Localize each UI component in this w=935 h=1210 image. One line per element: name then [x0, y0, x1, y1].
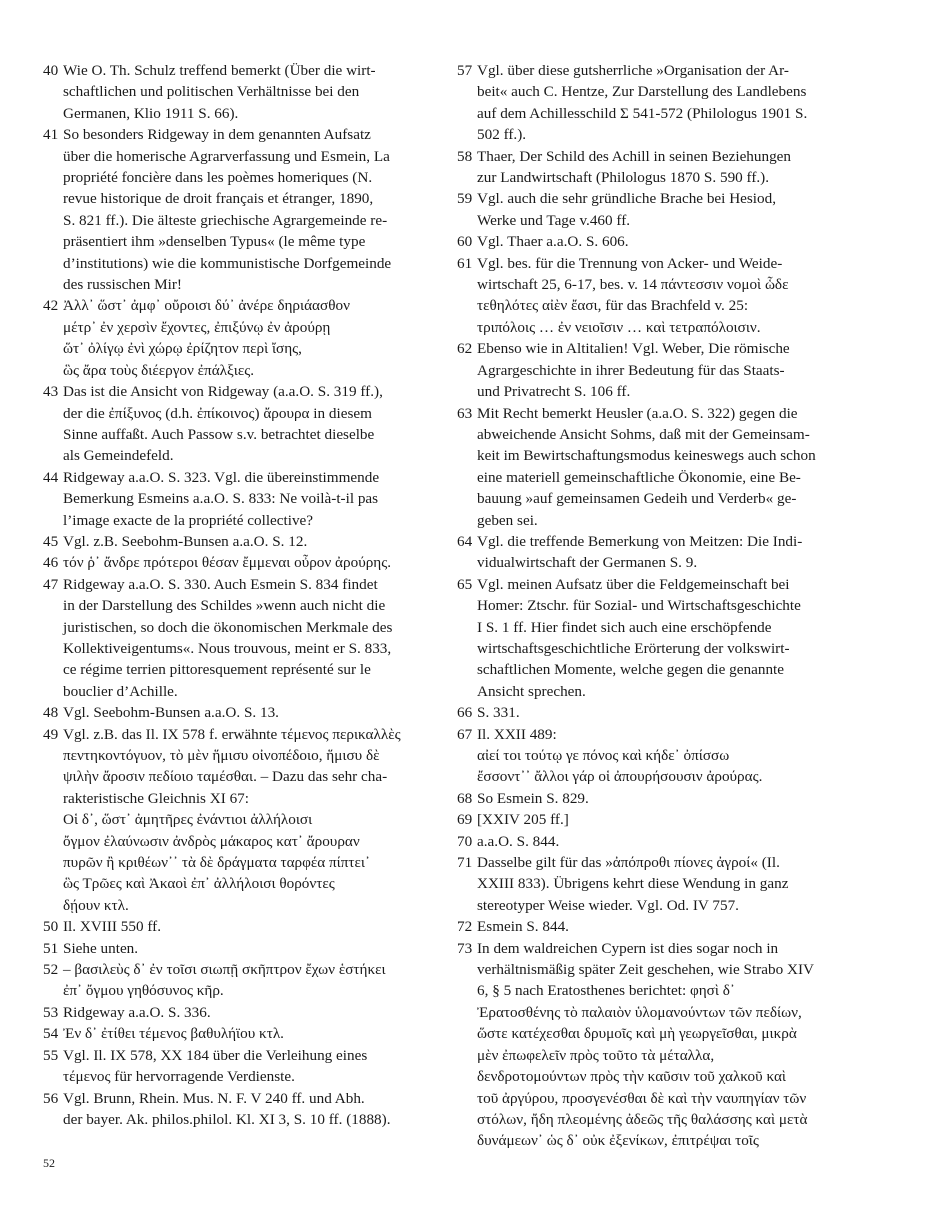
footnote-line: abweichende Ansicht Sohms, daß mit der Gemeinsam- [477, 425, 810, 443]
footnote-72 [457, 916, 837, 937]
footnote-line: a.a.O. S. 844. [477, 832, 560, 850]
footnote-line: Dasselbe gilt für das »ἀπόπροθι πίονες ἀγροί« (Il. [477, 854, 780, 872]
footnote-line: δενδροτομούντων πρὸς τὴν καῦσιν τοῦ χαλκοῦ καὶ [477, 1068, 787, 1086]
footnote-line: τόν ῥ᾽ ἄνδρε πρότεροι θέσαν ἔμμεναι οὖρον ἀρούρης. [63, 554, 392, 572]
footnote-line: ὣς Τρῶες καὶ Ἀκαοὶ ἐπ᾽ ἀλλήλοισι θορόντες [63, 875, 335, 893]
footnote-number: 44 [43, 468, 59, 486]
footnote-line: πυρῶν ἢ κριθέων᾽᾽ τὰ δὲ δράγματα ταρφέα πίπτει᾽ [63, 854, 371, 872]
footnote-line: rakteristische Gleichnis XI 67: [63, 789, 249, 807]
footnote-line: Ridgeway a.a.O. S. 330. Auch Esmein S. 834 findet [63, 575, 378, 593]
footnote-line: Ebenso wie in Altitalien! Vgl. Weber, Die römische [477, 340, 790, 358]
footnote-number: 60 [457, 233, 473, 251]
footnote-line: I S. 1 ff. Hier findet sich auch eine erschöpfende [477, 618, 772, 636]
footnote-line: der die ἐπίξυνος (d.h. ἐπίκοινος) ἄρουρα in diesem [63, 404, 372, 422]
footnote-line: vidualwirtschaft der Germanen S. 9. [477, 554, 698, 572]
footnote-59 [457, 188, 837, 231]
footnote-number: 56 [43, 1089, 59, 1107]
footnote-line: Vgl. bes. für die Trennung von Acker- und Weide- [477, 254, 783, 272]
footnote-number: 57 [457, 62, 473, 79]
footnote-line: ce régime terrien pittoresquement représenté sur le [63, 661, 371, 679]
footnote-line: Vgl. Brunn, Rhein. Mus. N. F. V 240 ff. und Abh. [63, 1089, 365, 1107]
footnote-line: – βασιλεὺς δ᾽ ἐν τοῖσι σιωπῇ σκῆπτρον ἔχων ἑστήκει [63, 961, 386, 979]
footnote-line: beit« auch C. Hentze, Zur Darstellung des Landlebens [477, 83, 807, 101]
footnote-41 [43, 124, 423, 295]
footnote-64 [457, 531, 837, 574]
footnote-line: Ἐν δ᾽ ἐτίθει τέμενος βαθυλήϊου κτλ. [63, 1025, 284, 1043]
footnote-line: schaftlichen und politischen Verhältnisse bei den [63, 83, 360, 101]
footnote-line: δυνάμεων᾽ ὡς δ᾽ οὐκ ἐξενίκων, ἐπιτρέψαι τοῖς [477, 1132, 759, 1150]
footnote-number: 73 [457, 939, 473, 957]
footnote-line: über die homerische Agrarverfassung und Esmein, La [63, 147, 390, 165]
footnote-line: der bayer. Ak. philos.philol. Kl. XI 3, S. 10 ff. (1888). [63, 1110, 391, 1128]
footnote-number: 62 [457, 340, 473, 358]
footnote-line: So besonders Ridgeway in dem genannten Aufsatz [63, 126, 371, 144]
footnote-46 [43, 552, 423, 573]
footnote-line: μέτρ᾽ ἐν χερσὶν ἔχοντες, ἐπιξύνῳ ἐν ἀρούρῃ [63, 318, 331, 336]
footnote-line: revue historique de droit français et étranger, 1890, [63, 190, 374, 208]
footnote-58 [457, 146, 837, 189]
footnote-line: präsentiert ihm »denselben Typus« (le même type [63, 233, 366, 251]
footnote-number: 67 [457, 725, 473, 743]
footnote-number: 68 [457, 789, 473, 807]
footnote-number: 53 [43, 1003, 59, 1021]
footnote-number: 46 [43, 554, 59, 572]
footnote-line: propriété foncière dans les poèmes homeriques (N. [63, 169, 373, 187]
footnote-line: als Gemeindefeld. [63, 447, 174, 465]
footnote-line: Il. XVIII 550 ff. [63, 918, 161, 936]
footnote-line: Germanen, Klio 1911 S. 66). [63, 104, 239, 122]
footnote-number: 50 [43, 918, 59, 936]
footnote-line: Il. XXII 489: [477, 725, 557, 743]
footnote-line: Vgl. z.B. Seebohm-Bunsen a.a.O. S. 12. [63, 532, 308, 550]
footnote-line: αἰεί τοι τούτῳ γε πόνος καὶ κήδε᾽ ὀπίσσω [477, 747, 730, 764]
footnote-number: 70 [457, 832, 473, 850]
footnote-line: ἐπ᾽ ὄγμου γηθόσυνος κῆρ. [63, 982, 224, 1000]
footnote-line: ὣς ἄρα τοὺς διέεργον ἐπάλξιες. [63, 361, 255, 379]
footnote-70 [457, 831, 837, 852]
footnote-line: Ansicht sprechen. [477, 682, 586, 700]
footnote-40 [43, 60, 423, 124]
footnote-line: στόλων, ἤδη πλεομένης ἀδεῶς τῆς θαλάσσης καὶ μετὰ [477, 1110, 808, 1128]
footnote-number: 43 [43, 383, 59, 401]
footnote-line: Vgl. die treffende Bemerkung von Meitzen: Die Indi- [477, 532, 803, 550]
footnote-line: ἔσσοντ᾽᾽ ἄλλοι γάρ οἱ ἀπουρήσουσιν ἀρούρας. [477, 768, 763, 786]
footnote-number: 54 [43, 1025, 59, 1043]
footnote-60 [457, 231, 837, 252]
footnote-line: Ἐρατοσθένης τὸ παλαιὸν ὑλομανούντων τῶν πεδίων, [477, 1003, 802, 1021]
footnote-line: πεντηκοντόγυον, τὸ μὲν ἥμισυ οἰνοπέδοιο, ἥμισυ δὲ [63, 747, 380, 764]
footnote-number: 47 [43, 575, 59, 593]
footnote-line: juristischen, so doch die ökonomischen Merkmale des [63, 618, 393, 636]
footnote-56 [43, 1088, 423, 1131]
footnote-line: zur Landwirtschaft (Philologus 1870 S. 590 ff.). [477, 169, 770, 187]
footnote-61 [457, 253, 837, 339]
footnote-65 [457, 574, 837, 702]
footnote-line: Vgl. auch die sehr gründliche Brache bei Hesiod, [477, 190, 777, 208]
footnote-43 [43, 381, 423, 467]
footnote-line: auf dem Achillesschild Σ 541-572 (Philologus 1901 S. [477, 104, 808, 122]
footnote-line: ὥτ᾽ ὀλίγῳ ἐνὶ χώρῳ ἐρίζητον περὶ ἴσης, [63, 340, 302, 358]
footnote-line: Werke und Tage v.460 ff. [477, 211, 631, 229]
footnote-line: Mit Recht bemerkt Heusler (a.a.O. S. 322) gegen die [477, 404, 798, 422]
footnote-number: 69 [457, 811, 473, 829]
footnote-number: 71 [457, 854, 473, 872]
footnote-line: Sinne auffaßt. Auch Passow s.v. betrachtet dieselbe [63, 425, 375, 443]
footnote-line: Vgl. meinen Aufsatz über die Feldgemeinschaft bei [477, 575, 790, 593]
footnote-number: 61 [457, 254, 473, 272]
footnote-50 [43, 916, 423, 937]
footnote-number: 45 [43, 532, 59, 550]
footnote-line: Das ist die Ansicht von Ridgeway (a.a.O. S. 319 ff.), [63, 383, 383, 401]
footnote-number: 51 [43, 939, 59, 957]
footnote-line: Ἀλλ᾽ ὥστ᾽ ἀμφ᾽ οὔροισι δύ᾽ ἀνέρε δηριάασθον [63, 297, 350, 315]
footnote-line: bauung »auf gemeinsamen Gedeih und Verderb« ge- [477, 490, 797, 508]
footnote-44 [43, 467, 423, 531]
footnote-line: eine materiell gemeinschaftliche Ökonomie, eine Be- [477, 468, 801, 486]
footnote-line: δῄουν κτλ. [63, 896, 129, 914]
footnote-68 [457, 788, 837, 809]
footnote-number: 64 [457, 532, 473, 550]
footnote-line: τεθηλότες αἰὲν ἔασι, für das Brachfeld v. 25: [477, 297, 749, 315]
footnote-line: Bemerkung Esmeins a.a.O. S. 833: Ne voilà-t-il pas [63, 490, 379, 508]
footnote-line: ὄγμον ἐλαύνωσιν ἀνδρὸς μάκαρος κατ᾽ ἄρουραν [63, 832, 360, 850]
footnote-54 [43, 1023, 423, 1044]
footnote-71 [457, 852, 837, 916]
footnote-line: des russischen Mir! [63, 276, 182, 294]
footnote-52 [43, 959, 423, 1002]
footnote-line: Οἱ δ᾽, ὥστ᾽ ἀμητῆρες ἐνάντιοι ἀλλήλοισι [63, 811, 313, 829]
footnote-55 [43, 1045, 423, 1088]
footnote-line: wirtschaft 25, 6-17, bes. v. 14 πάντεσσιν νομοὶ ὧδε [477, 276, 789, 294]
footnote-73 [457, 938, 837, 1152]
footnote-line: 502 ff.). [477, 126, 527, 144]
footnote-number: 48 [43, 704, 59, 722]
footnote-line: τέμενος für hervorragende Verdienste. [63, 1068, 295, 1086]
footnote-line: Ridgeway a.a.O. S. 336. [63, 1003, 211, 1021]
footnote-number: 66 [457, 704, 473, 722]
footnote-57 [457, 60, 837, 146]
footnote-line: μὲν ἐπωφελεῖν πρὸς τοῦτο τὰ μέταλλα, [477, 1046, 715, 1064]
footnote-line: d’institutions) wie die kommunistische Dorfgemeinde [63, 254, 392, 272]
footnote-66 [457, 702, 837, 723]
footnote-number: 72 [457, 918, 473, 936]
footnote-line: Ridgeway a.a.O. S. 323. Vgl. die übereinstimmende [63, 468, 380, 486]
footnote-number: 59 [457, 190, 473, 208]
footnote-51 [43, 938, 423, 959]
footnote-number: 52 [43, 961, 59, 979]
footnote-line: [XXIV 205 ff.] [477, 811, 569, 829]
footnote-number: 40 [43, 62, 59, 79]
page-number: 52 [43, 1156, 55, 1170]
footnote-number: 41 [43, 126, 59, 144]
footnote-number: 65 [457, 575, 473, 593]
footnote-line: Vgl. z.B. das Il. IX 578 f. erwähnte τέμενος περικαλλὲς [63, 725, 401, 743]
footnote-line: ὥστε κατέχεσθαι δρυμοῖς καὶ μὴ γεωργεῖσθαι, μικρὰ [477, 1025, 797, 1043]
footnote-49 [43, 724, 423, 917]
footnote-number: 58 [457, 147, 473, 165]
footnote-line: stereotyper Weise wieder. Vgl. Od. IV 757. [477, 896, 739, 914]
footnote-line: S. 331. [477, 704, 520, 722]
footnote-line: verhältnismäßig später Zeit geschehen, wie Strabo XIV [477, 961, 814, 979]
footnote-line: In dem waldreichen Cypern ist dies sogar noch in [477, 939, 779, 957]
footnote-line: So Esmein S. 829. [477, 789, 589, 807]
footnote-line: keit im Bewirtschaftungsmodus keineswegs auch schon [477, 447, 816, 465]
footnote-line: Thaer, Der Schild des Achill in seinen Beziehungen [477, 147, 792, 165]
footnote-line: Vgl. Seebohm-Bunsen a.a.O. S. 13. [63, 704, 279, 722]
footnote-number: 42 [43, 297, 59, 315]
footnote-line: und Privatrecht S. 106 ff. [477, 383, 631, 401]
footnote-line: Agrargeschichte in ihrer Bedeutung für das Staats- [477, 361, 785, 379]
footnote-line: XXIII 833). Übrigens kehrt diese Wendung in ganz [477, 875, 789, 893]
footnote-67 [457, 724, 837, 788]
left-column [43, 60, 423, 1130]
footnote-42 [43, 295, 423, 381]
footnote-53 [43, 1002, 423, 1023]
footnote-line: Vgl. Thaer a.a.O. S. 606. [477, 233, 629, 251]
footnote-line: τριπόλοις … ἐν νειοῖσιν … καὶ τετραπόλοισιν. [477, 318, 761, 336]
footnote-line: ψιλὴν ἄροσιν πεδίοιο ταμέσθαι. – Dazu das sehr cha- [63, 768, 388, 786]
footnote-line: Wie O. Th. Schulz treffend bemerkt (Über die wirt- [63, 62, 376, 79]
footnote-line: Kollektiveigentums«. Nous trouvous, meint er S. 833, [63, 639, 392, 657]
footnote-line: l’image exacte de la propriété collective? [63, 511, 314, 529]
footnote-45 [43, 531, 423, 552]
footnote-48 [43, 702, 423, 723]
footnote-line: in der Darstellung des Schildes »wenn auch nicht die [63, 597, 386, 615]
footnote-63 [457, 403, 837, 531]
footnote-line: Homer: Ztschr. für Sozial- und Wirtschaftsgeschichte [477, 597, 801, 615]
footnote-line: Vgl. über diese gutsherrliche »Organisation der Ar- [477, 62, 789, 79]
right-column [457, 60, 837, 1152]
footnote-line: bouclier d’Achille. [63, 682, 178, 700]
footnote-line: S. 821 ff.). Die älteste griechische Agrargemeinde re- [63, 211, 388, 229]
footnote-line: schaftlichen Momente, welche gegen die genannte [477, 661, 784, 679]
footnote-line: wirtschaftsgeschichtliche Erörterung der volkswirt- [477, 639, 790, 657]
footnote-line: τοῦ ἀργύρου, προσγενέσθαι δὲ καὶ τὴν ναυπηγίαν τῶν [477, 1089, 807, 1107]
footnote-line: 6, § 5 nach Eratosthenes berichtet: φησὶ δ᾽ [477, 982, 735, 1000]
footnote-line: geben sei. [477, 511, 538, 529]
footnote-number: 49 [43, 725, 59, 743]
footnote-number: 63 [457, 404, 473, 422]
footnote-line: Esmein S. 844. [477, 918, 569, 936]
footnote-line: Vgl. Il. IX 578, XX 184 über die Verleihung eines [63, 1046, 368, 1064]
footnote-line: Siehe unten. [63, 939, 139, 957]
footnote-69 [457, 809, 837, 830]
footnote-number: 55 [43, 1046, 59, 1064]
footnote-47 [43, 574, 423, 702]
footnote-62 [457, 338, 837, 402]
